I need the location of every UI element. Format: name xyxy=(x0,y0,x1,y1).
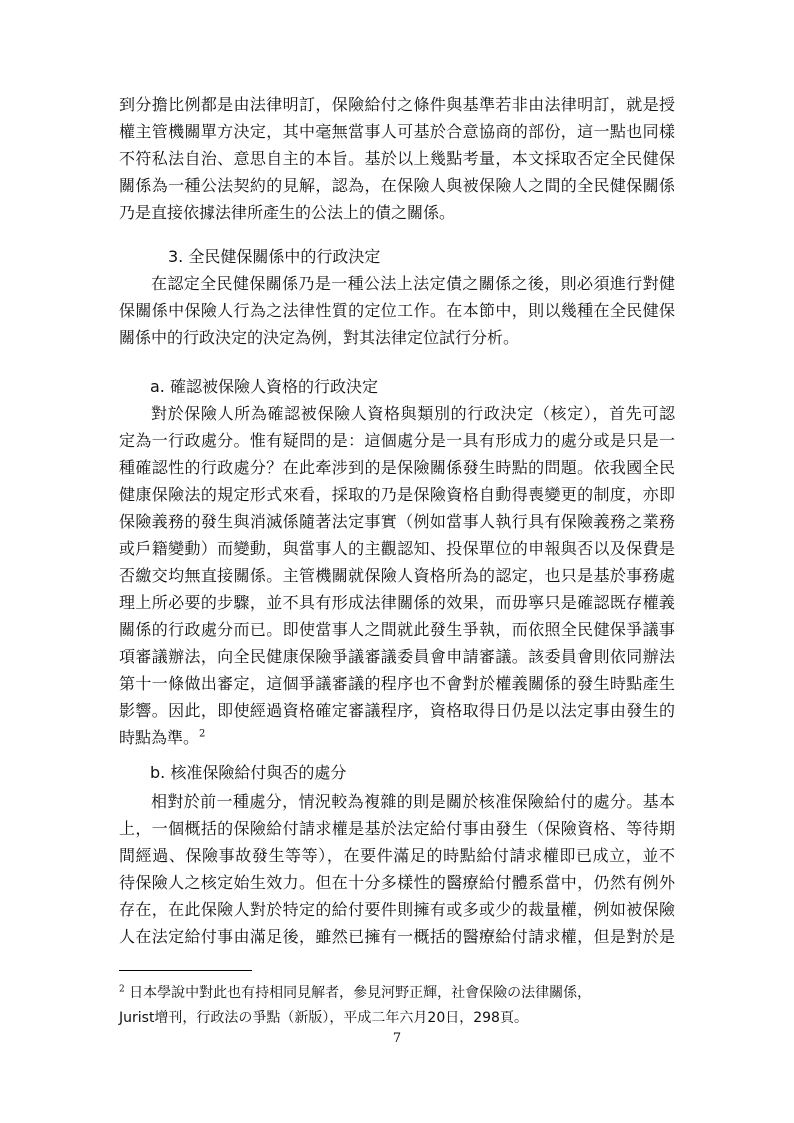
paragraph-line: 乃是直接依據法律所產生的公法上的債之關係。 xyxy=(119,203,456,222)
paragraph-line: 第十一條做出審定，這個爭議審議的程序也不會對於權義關係的發生時點產生 xyxy=(119,674,675,693)
paragraph-line: 到分擔比例都是由法律明訂，保險給付之條件與基準若非由法律明訂，就是授 xyxy=(119,95,675,114)
footnote-text: 日本學說中對此也有持相同見解者，參見河野正輝，社會保險の法律關係， xyxy=(124,985,592,1001)
footnote-line: Jurist增刊，行政法の爭點（新版），平成二年六月20日，298頁。 xyxy=(119,1010,528,1026)
paragraph-text: 時點為準。 xyxy=(119,728,200,747)
subsection-heading: a. 確認被保險人資格的行政決定 xyxy=(150,377,378,396)
paragraph-line: 權主管機關單方決定，其中毫無當事人可基於合意協商的部份，這一點也同樣 xyxy=(119,122,675,141)
section-heading: 3. 全民健保關係中的行政決定 xyxy=(168,247,381,266)
paragraph-line: 關係為一種公法契約的見解，認為，在保險人與被保險人之間的全民健保關係 xyxy=(119,176,675,195)
footnote-reference[interactable]: 2 xyxy=(199,728,206,740)
paragraph-line: 對於保險人所為確認被保險人資格與類別的行政決定（核定），首先可認 xyxy=(151,404,675,423)
paragraph-line: 保險義務的發生與消滅係隨著法定事實（例如當事人執行具有保險義務之業務 xyxy=(119,512,675,531)
footnote-mark: 2 xyxy=(119,984,125,995)
paragraph-line: 不符私法自治、意思自主的本旨。基於以上幾點考量，本文採取否定全民健保 xyxy=(119,149,675,168)
paragraph-line: 存在，在此保險人對於特定的給付要件則擁有或多或少的裁量權，例如被保險 xyxy=(119,900,675,919)
paragraph-line: 關係中的行政決定的決定為例，對其法律定位試行分析。 xyxy=(119,328,520,347)
paragraph-line: 上，一個概括的保險給付請求權是基於法定給付事由發生（保險資格、等待期 xyxy=(119,819,675,838)
paragraph-line: 保關係中保險人行為之法律性質的定位工作。在本節中，則以幾種在全民健保 xyxy=(119,301,675,320)
paragraph-line: 種確認性的行政處分？在此牽涉到的是保險關係發生時點的問題。依我國全民 xyxy=(119,458,675,477)
paragraph-line: 理上所必要的步驟，並不具有形成法律關係的效果，而毋寧只是確認既存權義 xyxy=(119,593,675,612)
paragraph-line: 待保險人之核定始生效力。但在十分多樣性的醫療給付體系當中，仍然有例外 xyxy=(119,873,675,892)
paragraph-line: 定為一行政處分。惟有疑問的是：這個處分是一具有形成力的處分或是只是一 xyxy=(119,431,675,450)
paragraph-line: 在認定全民健保關係乃是一種公法上法定債之關係之後，則必須進行對健 xyxy=(151,274,675,293)
paragraph-line: 相對於前一種處分，情況較為複雜的則是關於核准保險給付的處分。基本 xyxy=(151,792,675,811)
footnote-line xyxy=(119,981,675,1005)
paragraph-line: 否繳交均無直接關係。主管機關就保險人資格所為的認定，也只是基於事務處 xyxy=(119,566,675,585)
paragraph-line: 健康保險法的規定形式來看，採取的乃是保險資格自動得喪變更的制度，亦即 xyxy=(119,485,675,504)
paragraph-line xyxy=(119,725,675,751)
paragraph-line: 影響。因此，即使經過資格確定審議程序，資格取得日仍是以法定事由發生的 xyxy=(119,701,675,720)
footnote-separator xyxy=(119,970,252,971)
paragraph-line: 人在法定給付事由滿足後，雖然已擁有一概括的醫療給付請求權，但是對於是 xyxy=(119,927,675,946)
paragraph-line: 關係的行政處分而已。即使當事人之間就此發生爭執，而依照全民健保爭議事 xyxy=(119,620,675,639)
subsection-heading: b. 核准保險給付與否的處分 xyxy=(150,763,347,782)
paragraph-line: 項審議辦法，向全民健康保險爭議審議委員會申請審議。該委員會則依同辦法 xyxy=(119,647,675,666)
paragraph-line: 間經過、保險事故發生等等），在要件滿足的時點給付請求權即已成立，並不 xyxy=(119,846,675,865)
page-number: 7 xyxy=(392,1031,402,1046)
paragraph-line: 或戶籍變動）而變動，與當事人的主觀認知、投保單位的申報與否以及保費是 xyxy=(119,539,675,558)
